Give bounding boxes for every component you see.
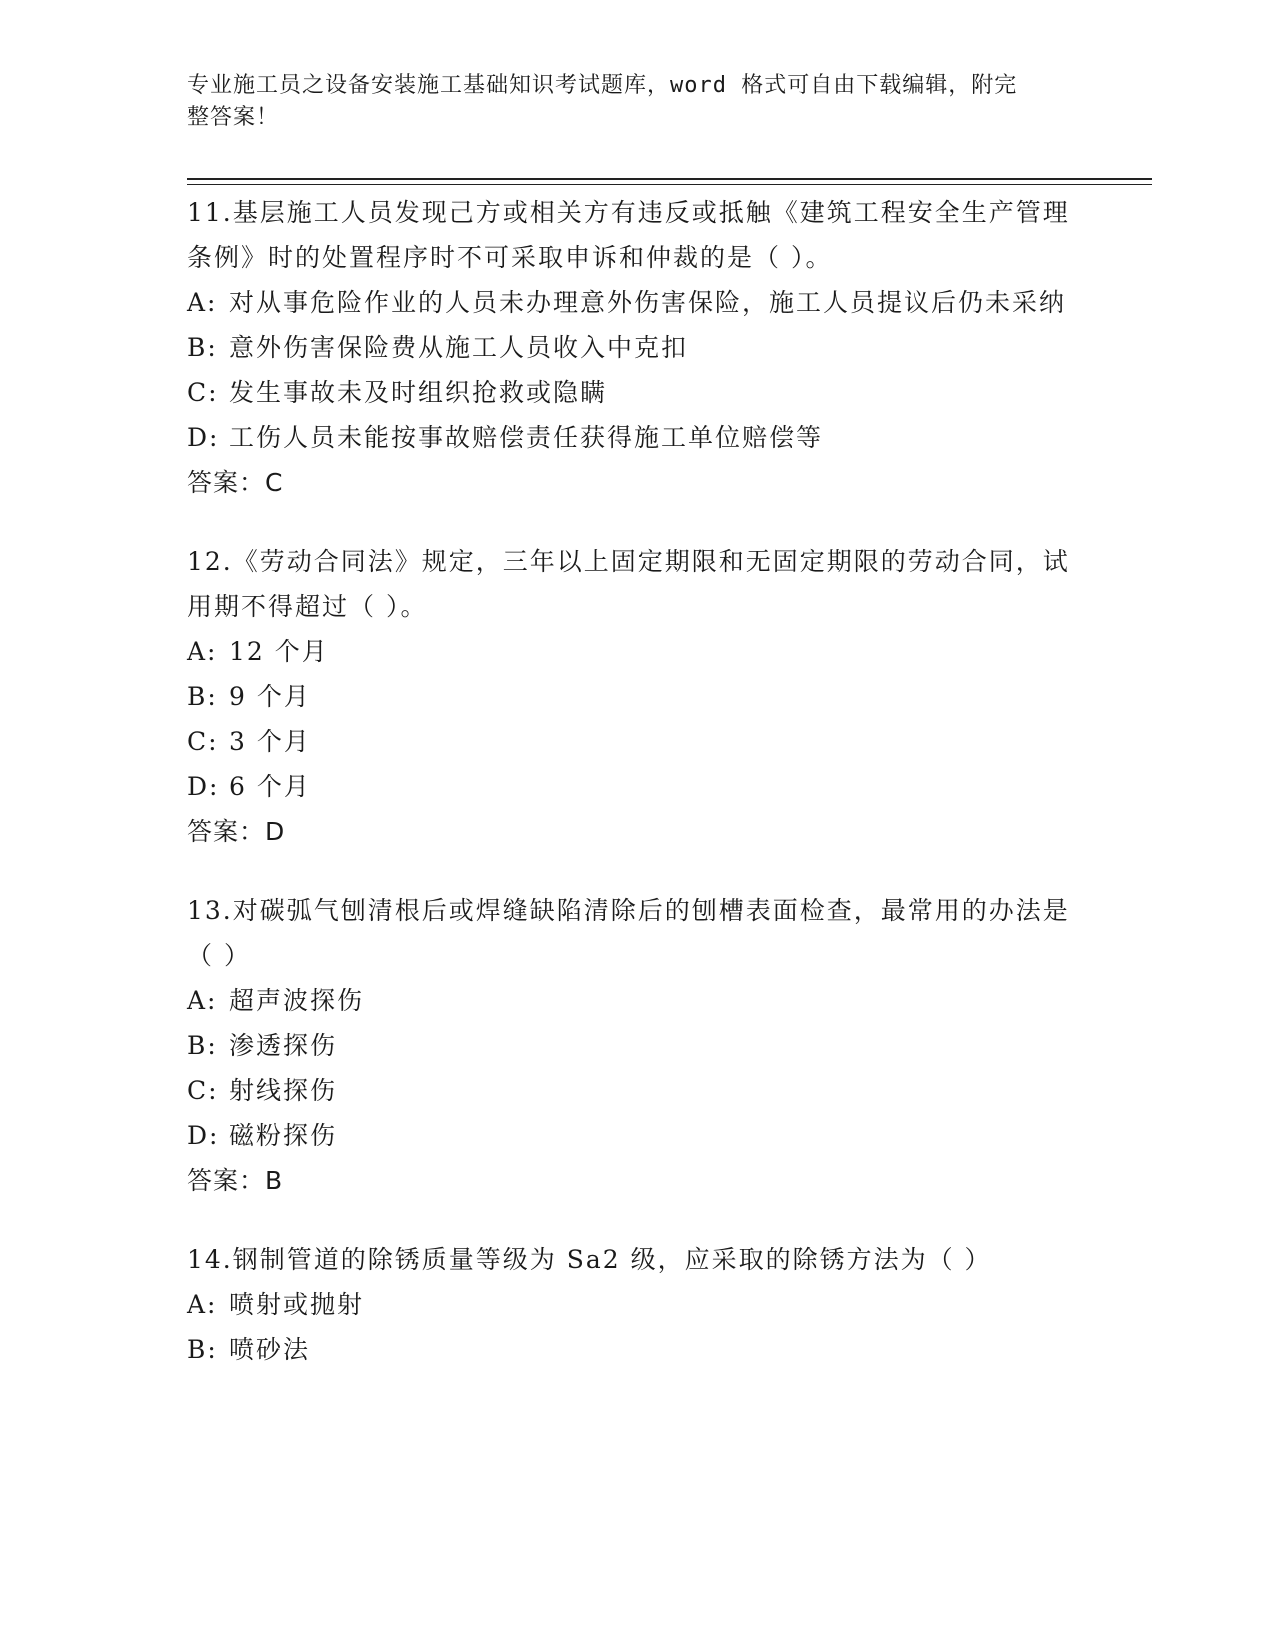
header-divider-thin [187,184,1152,185]
option-text: 射线探伤 [229,1076,338,1105]
option-letter: B: [187,682,218,711]
document-header [187,70,1067,134]
option-letter: A: [187,288,218,317]
question-list [187,190,1087,1406]
answer-option [187,325,1087,370]
answer-option [187,1068,1087,1113]
option-letter: A: [187,637,218,666]
answer-key: 答案：C [187,468,284,497]
answer-option [187,1023,1087,1068]
answer-option [187,1327,1087,1372]
answer-option [187,415,1087,460]
answer-option [187,370,1087,415]
answer-option [187,764,1087,809]
answer-key: 答案：D [187,817,286,846]
question-block [187,190,1087,505]
header-title-line-1: 专业施工员之设备安装施工基础知识考试题库，word 格式可自由下载编辑，附完 [187,73,1018,98]
option-letter: B: [187,333,218,362]
option-text: 磁粉探伤 [229,1121,338,1150]
answer-key: 答案：B [187,1166,284,1195]
option-text: 喷射或抛射 [229,1290,365,1319]
option-letter: B: [187,1335,218,1364]
question-block [187,888,1087,1203]
option-text: 渗透探伤 [229,1031,338,1060]
option-letter: A: [187,986,218,1015]
answer-option [187,674,1087,719]
question-text: 11.基层施工人员发现己方或相关方有违反或抵触《建筑工程安全生产管理条例》时的处置程序时不可采取申诉和仲裁的是（ ）。 [187,198,1070,272]
option-letter: C: [187,378,219,407]
option-text: 喷砂法 [229,1335,311,1364]
answer-option [187,978,1087,1023]
answer-option [187,719,1087,764]
option-letter: A: [187,1290,218,1319]
option-text: 9 个月 [229,682,311,711]
answer-option [187,280,1087,325]
option-letter: D: [187,423,220,452]
question-block [187,539,1087,854]
header-divider-thick [187,178,1152,180]
option-letter: D: [187,772,220,801]
option-text: 发生事故未及时组织抢救或隐瞒 [229,378,608,407]
question-text: 14.钢制管道的除锈质量等级为 Sa2 级，应采取的除锈方法为（ ） [187,1245,992,1274]
answer-option [187,629,1087,674]
option-letter: C: [187,727,219,756]
answer-option [187,1113,1087,1158]
header-title-line-2: 整答案！ [187,105,280,130]
option-text: 意外伤害保险费从施工人员收入中克扣 [229,333,689,362]
option-text: 对从事危险作业的人员未办理意外伤害保险，施工人员提议后仍未采纳 [229,288,1067,317]
option-letter: B: [187,1031,218,1060]
option-letter: C: [187,1076,219,1105]
option-text: 3 个月 [229,727,311,756]
answer-option [187,1282,1087,1327]
question-text: 12.《劳动合同法》规定，三年以上固定期限和无固定期限的劳动合同，试用期不得超过（ ）。 [187,547,1070,621]
option-text: 超声波探伤 [229,986,365,1015]
option-text: 6 个月 [229,772,311,801]
question-text: 13.对碳弧气刨清根后或焊缝缺陷清除后的刨槽表面检查，最常用的办法是（ ） [187,896,1070,970]
option-letter: D: [187,1121,220,1150]
option-text: 工伤人员未能按事故赔偿责任获得施工单位赔偿等 [229,423,824,452]
question-block [187,1237,1087,1372]
option-text: 12 个月 [229,637,329,666]
